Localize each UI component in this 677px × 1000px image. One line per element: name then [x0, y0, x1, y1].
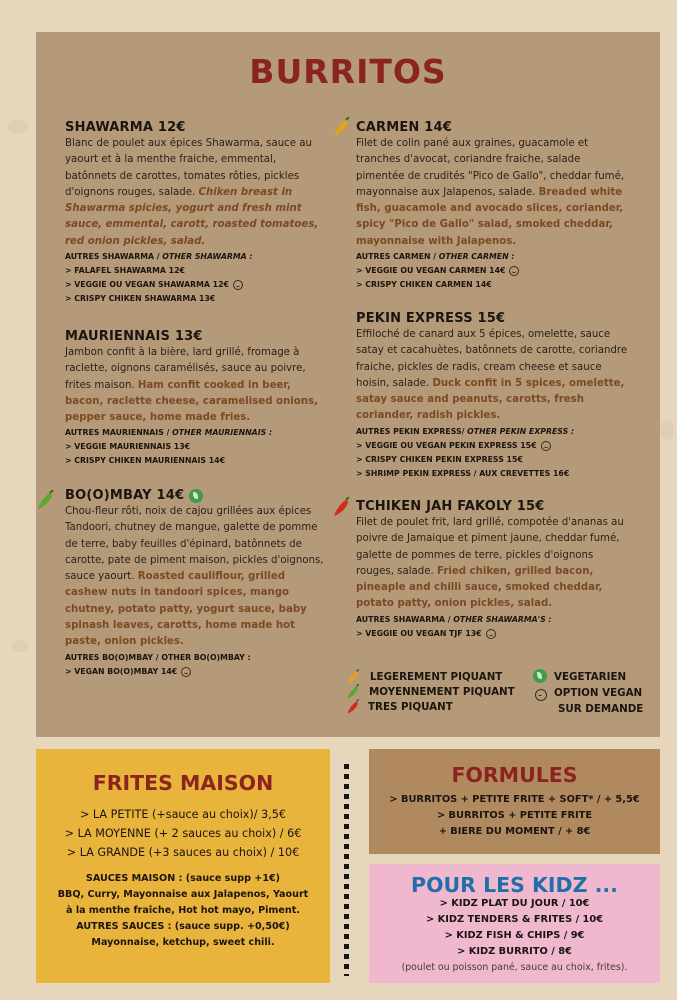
vegan-icon	[541, 441, 551, 451]
desc-fr: Filet de poulet frit, lard grillé, compotée d'ananas au poivre de Jamaique et piment jaune, cheddar fumé, galette de pommes de terre, pickles d'oignons rouges, salade.	[356, 517, 624, 577]
frites-size-petite: > LA PETITE (+sauce au choix)/ 3,5€	[79, 808, 287, 821]
menu-item-carmen	[356, 120, 632, 292]
sub-item-label: > CRISPY CHIKEN SHAWARMA 13€	[65, 294, 216, 304]
autres-fr: AUTRES PEKIN EXPRESS/	[356, 426, 468, 436]
sub-item	[65, 264, 323, 278]
sub-item	[65, 665, 327, 679]
sub-item-label: > VEGAN BO(O)MBAY 14€	[65, 666, 178, 676]
item-name: TCHIKEN JAH FAKOLY 15€	[356, 499, 545, 514]
sub-item-label: > VEGGIE OU VEGAN PEKIN EXPRESS 15€	[356, 440, 537, 450]
sub-item-label: > VEGGIE MAURIENNAIS 13€	[65, 442, 191, 452]
sub-item-label: > CRISPY CHIKEN MAURIENNAIS 14€	[65, 456, 226, 466]
sub-item-label: > FALAFEL SHAWARMA 12€	[65, 266, 185, 276]
sub-item-label: > VEGGIE OU VEGAN TJF 13€	[356, 628, 482, 638]
desc-fr: Chou-fleur rôti, noix de cajou grillées aux épices Tandoori, chutney de mangue, galette de pomme de terre, baby feuilles d'épinard, batônnets de carotte, pate de piment maison, pickles d'oignons, sauce yaourt.	[65, 506, 324, 583]
frites-maison-panel	[36, 749, 330, 983]
autres-fr: AUTRES CARMEN /	[356, 252, 439, 262]
desc-en: Fried chiken, grilled bacon, pineaple and chilli sauce, smoked cheddar, potato patty, onion pickles, salad.	[356, 565, 603, 610]
vegetarian-icon	[189, 489, 203, 503]
paper-texture	[12, 640, 28, 652]
medium-pepper-icon	[36, 490, 56, 512]
vegan-icon	[181, 667, 191, 677]
kidz-panel	[369, 864, 660, 983]
kidz-note: (poulet ou poisson pané, sauce au choix, frites).	[401, 962, 628, 973]
desc-en: Ham confit cooked in beer, bacon, raclette cheese, caramelised onions, pepper sauce, home made fries.	[65, 379, 318, 424]
sub-item-label: > VEGGIE OU VEGAN CARMEN 14€	[356, 266, 506, 276]
item-description	[356, 515, 632, 613]
sauces-maison-list: BBQ, Curry, Mayonnaise aux Jalapenos, Yaourt	[57, 889, 309, 900]
sauces-maison-list: à la menthe fraîche, Hot hot mayo, Piment.	[66, 905, 300, 916]
item-name: SHAWARMA 12€	[65, 120, 186, 135]
kidz-title: POUR LES KIDZ ...	[411, 873, 618, 897]
paper-texture	[660, 420, 674, 440]
legend-medium: MOYENNEMENT PIQUANT	[369, 686, 515, 698]
sub-item	[356, 453, 634, 467]
legend-vegetarian: VEGETARIEN	[554, 671, 627, 683]
item-name-label: BO(O)MBAY 14€	[65, 488, 185, 503]
autres-en: OTHER CARMEN :	[438, 252, 515, 262]
hot-pepper-icon	[346, 699, 361, 716]
item-description	[65, 345, 323, 426]
sub-item	[65, 292, 323, 306]
item-name: CARMEN 14€	[356, 120, 452, 135]
autres-sauces-heading: AUTRES SAUCES : (sauce supp. +0,50€)	[76, 921, 290, 932]
item-name: PEKIN EXPRESS 15€	[356, 311, 506, 326]
desc-en: Chiken breast in Shawarma spicies, yogurt and fresh mint sauce, emmental, carott, roasted tomatoes, red onion pickles, salad.	[65, 186, 319, 247]
other-versions-heading: AUTRES BO(O)MBAY / OTHER BO(O)MBAY :	[65, 652, 251, 662]
kidz-line: > KIDZ BURRITO / 8€	[457, 946, 572, 957]
hot-pepper-icon	[332, 497, 352, 519]
frites-size-moyenne: > LA MOYENNE (+ 2 sauces au choix) / 6€	[64, 827, 302, 840]
frites-title: FRITES MAISON	[92, 771, 274, 795]
item-name	[65, 488, 327, 503]
menu-item-pekin-express	[356, 311, 634, 481]
formule-line: > BURRITOS + PETITE FRITE + SOFT* / + 5,5€	[389, 794, 640, 805]
legend-hot: TRES PIQUANT	[368, 701, 453, 713]
desc-en: Duck confit in 5 spices, omelette, satay sauce and peanuts, carotts, fresh coriander, radish pickles.	[356, 377, 625, 422]
vegan-icon	[509, 266, 519, 276]
sauces-maison-heading: SAUCES MAISON : (sauce supp +1€)	[85, 873, 281, 884]
autres-en: OTHER SHAWARMA :	[162, 252, 253, 262]
legend-vegan-on-request: SUR DEMANDE	[558, 703, 644, 715]
vegan-icon	[486, 629, 496, 639]
sub-item	[356, 439, 634, 453]
sub-item-label: > CRISPY CHIKEN PEKIN EXPRESS 15€	[356, 454, 523, 464]
autres-fr: AUTRES MAURIENNAIS /	[65, 428, 173, 438]
formules-panel	[369, 749, 660, 854]
frites-size-grande: > LA GRANDE (+3 sauces au choix) / 10€	[66, 846, 300, 859]
other-versions-heading	[65, 250, 323, 264]
vegan-icon	[233, 280, 243, 290]
menu-item-bombay	[65, 488, 327, 679]
vegetarian-icon	[533, 669, 547, 683]
sub-item-label: > SHRIMP PEKIN EXPRESS / AUX CREVETTES 16€	[356, 468, 570, 478]
menu-item-mauriennais	[65, 329, 323, 468]
item-description	[356, 327, 634, 425]
other-versions-heading	[356, 613, 632, 627]
desc-fr: Effiloché de canard aux 5 épices, omelette, sauce satay et cacahuètes, batônnets de carotte, coriandre fraiche, pickles de radis, cream cheese et sauce hoisin, salade.	[356, 329, 628, 389]
other-versions-heading	[356, 425, 634, 439]
desc-fr: Blanc de poulet aux épices Shawarma, sauce au yaourt et à la menthe fraiche, emmental, batônnets de carottes, tomates rôties, pickles d'oignons rouges, salade.	[65, 138, 312, 198]
item-name: MAURIENNAIS 13€	[65, 329, 203, 344]
kidz-line: > KIDZ FISH & CHIPS / 9€	[444, 930, 585, 941]
sub-item	[65, 278, 323, 292]
kidz-line: > KIDZ TENDERS & FRITES / 10€	[425, 914, 604, 925]
formules-title: FORMULES	[451, 763, 578, 787]
kidz-line: > KIDZ PLAT DU JOUR / 10€	[439, 898, 590, 909]
menu-item-shawarma	[65, 120, 323, 306]
vegan-icon	[535, 689, 547, 701]
legend-vegan-option: OPTION VEGAN	[554, 687, 643, 699]
sub-item-label: > CRISPY CHIKEN CARMEN 14€	[356, 280, 492, 290]
desc-fr: Filet de colin pané aux graines, guacamole et tranches d'avocat, coriandre fraiche, salade pimentée de crudités "Pico de Gallo", cheddar fumé, mayonnaise aux Jalapenos, salade.	[356, 138, 625, 198]
burritos-panel	[36, 32, 660, 737]
sub-item-label: > VEGGIE OU VEGAN SHAWARMA 12€	[65, 280, 229, 290]
page-title: BURRITOS	[249, 52, 447, 91]
dotted-divider	[344, 764, 349, 976]
item-description	[65, 136, 323, 250]
desc-en: Breaded white fish, guacamole and avocado slices, coriander, spicy "Pico de Gallo" salad, smoked cheddar, mayonnaise with Jalapenos.	[356, 186, 624, 247]
menu-item-tchiken-jah-fakoly	[356, 499, 632, 641]
autres-en: OTHER SHAWARMA'S :	[453, 614, 552, 624]
sub-item	[356, 278, 632, 292]
autres-fr: AUTRES SHAWARMA /	[65, 252, 163, 262]
autres-sauces-list: Mayonnaise, ketchup, sweet chili.	[91, 937, 275, 948]
formule-line: > BURRITOS + PETITE FRITE	[436, 810, 593, 821]
autres-en: OTHER PEKIN EXPRESS :	[467, 426, 575, 436]
sub-item	[356, 627, 632, 641]
sub-item	[356, 264, 632, 278]
paper-texture	[8, 120, 28, 134]
autres-fr: AUTRES SHAWARMA /	[356, 614, 454, 624]
other-versions-heading	[356, 250, 632, 264]
legend-mild: LEGEREMENT PIQUANT	[370, 671, 503, 683]
item-description	[65, 504, 327, 651]
sub-item	[356, 467, 634, 481]
sub-item	[65, 454, 323, 468]
formule-line: + BIERE DU MOMENT / + 8€	[438, 826, 591, 837]
item-description	[356, 136, 632, 250]
desc-en: Roasted cauliflour, grilled cashew nuts in tandoori spices, mango chutney, potato patty, yogurt sauce, baby spinash leaves, carotts, home made hot paste, onion pickles.	[65, 571, 307, 648]
mild-pepper-icon	[332, 117, 352, 139]
autres-en: OTHER MAURIENNAIS :	[172, 428, 273, 438]
sub-item	[65, 440, 323, 454]
other-versions-heading	[65, 426, 323, 440]
desc-fr: Jambon confit à la bière, lard grillé, fromage à raclette, oignons caramélisés, sauce au poivre, frites maison.	[65, 347, 306, 391]
